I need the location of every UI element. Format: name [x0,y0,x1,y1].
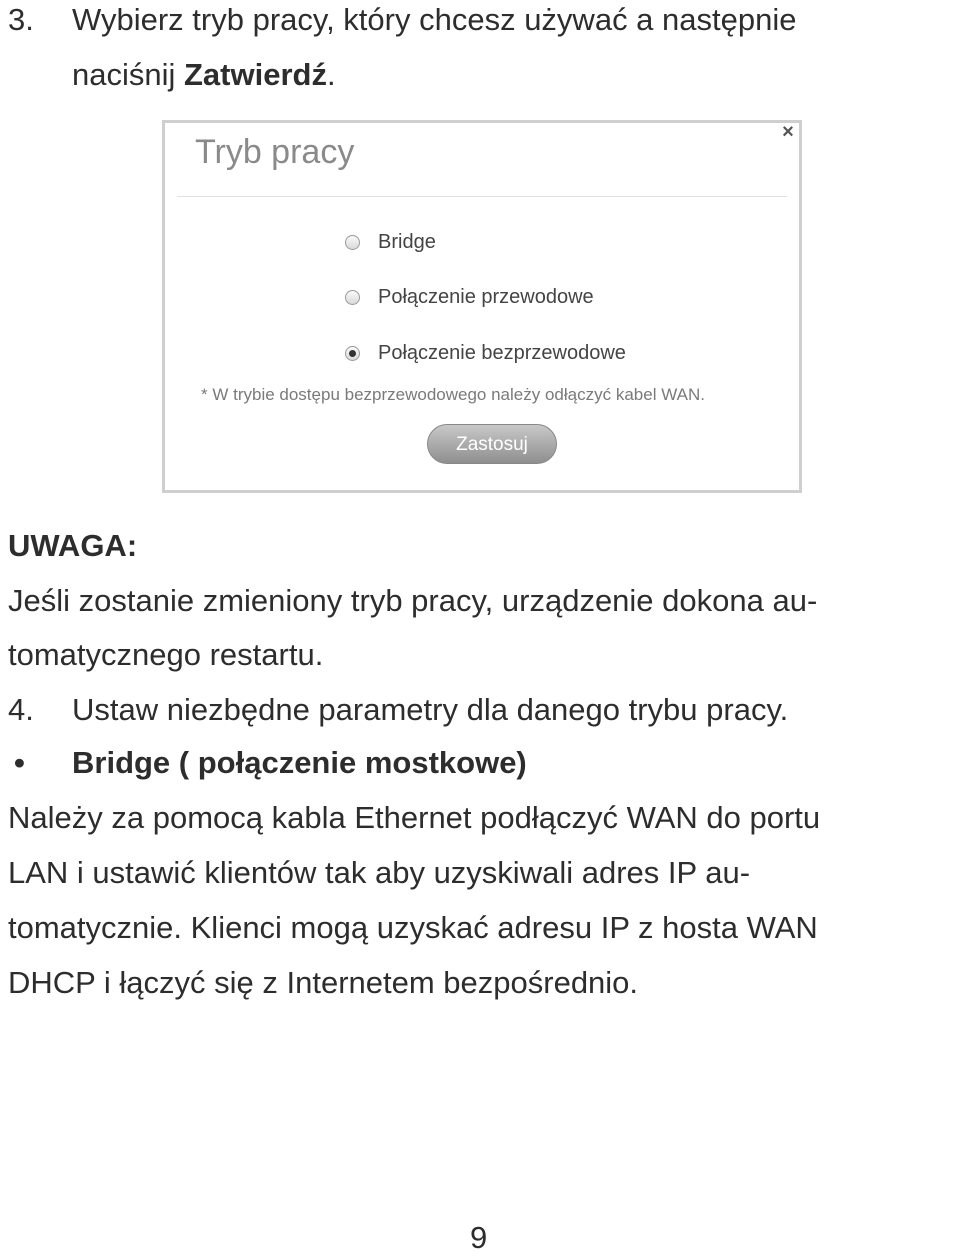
bridge-heading-line [8,745,527,781]
close-icon[interactable]: × [782,121,794,143]
step3-line1 [8,0,796,40]
bridge-line3: tomatycznie. Klienci mogą uzyskać adresu IP z hosta WAN [8,910,818,945]
option-wired[interactable] [345,286,594,309]
dialog-note: * W trybie dostępu bezprzewodowego należy odłączyć kabel WAN. [201,385,705,404]
step3-text-prefix: naciśnij [72,57,184,92]
step4-text: Ustaw niezbędne parametry dla danego trybu pracy. [72,692,789,727]
option-bridge[interactable] [345,231,436,254]
apply-button[interactable]: Zastosuj [427,424,557,464]
bridge-line4: DHCP i łączyć się z Internetem bezpośrednio. [8,965,639,1000]
warning-line2: tomatycznego restartu. [8,637,324,672]
option-wireless[interactable] [345,342,626,365]
dialog-title: Tryb pracy [195,133,355,171]
radio-wireless[interactable] [345,346,360,361]
warning-line1: Jeśli zostanie zmieniony tryb pracy, urządzenie dokona au- [8,583,818,618]
step3-confirm-label: Zatwierdź [184,57,327,92]
step3-number: 3. [8,2,34,37]
warning-heading: UWAGA: [8,528,138,563]
step3-line2 [8,55,336,95]
bridge-line1: Należy za pomocą kabla Ethernet podłączyć WAN do portu [8,800,821,835]
step3-text-suffix: . [326,57,336,92]
radio-wired[interactable] [345,290,360,305]
step3-text: Wybierz tryb pracy, który chcesz używać a następnie [72,2,797,37]
step4-line [8,690,788,730]
bridge-heading: Bridge ( połączenie mostkowe) [72,745,527,780]
option-bridge-label: Bridge [378,231,436,253]
bullet-icon: • [14,745,25,780]
bridge-line2: LAN i ustawić klientów tak aby uzyskiwali adres IP au- [8,855,751,890]
step4-number: 4. [8,692,34,727]
dialog-divider [177,196,787,197]
radio-bridge[interactable] [345,235,360,250]
option-wireless-label: Połączenie bezprzewodowe [378,342,626,364]
work-mode-dialog [162,120,802,493]
page-number: 9 [470,1220,488,1255]
option-wired-label: Połączenie przewodowe [378,286,594,308]
